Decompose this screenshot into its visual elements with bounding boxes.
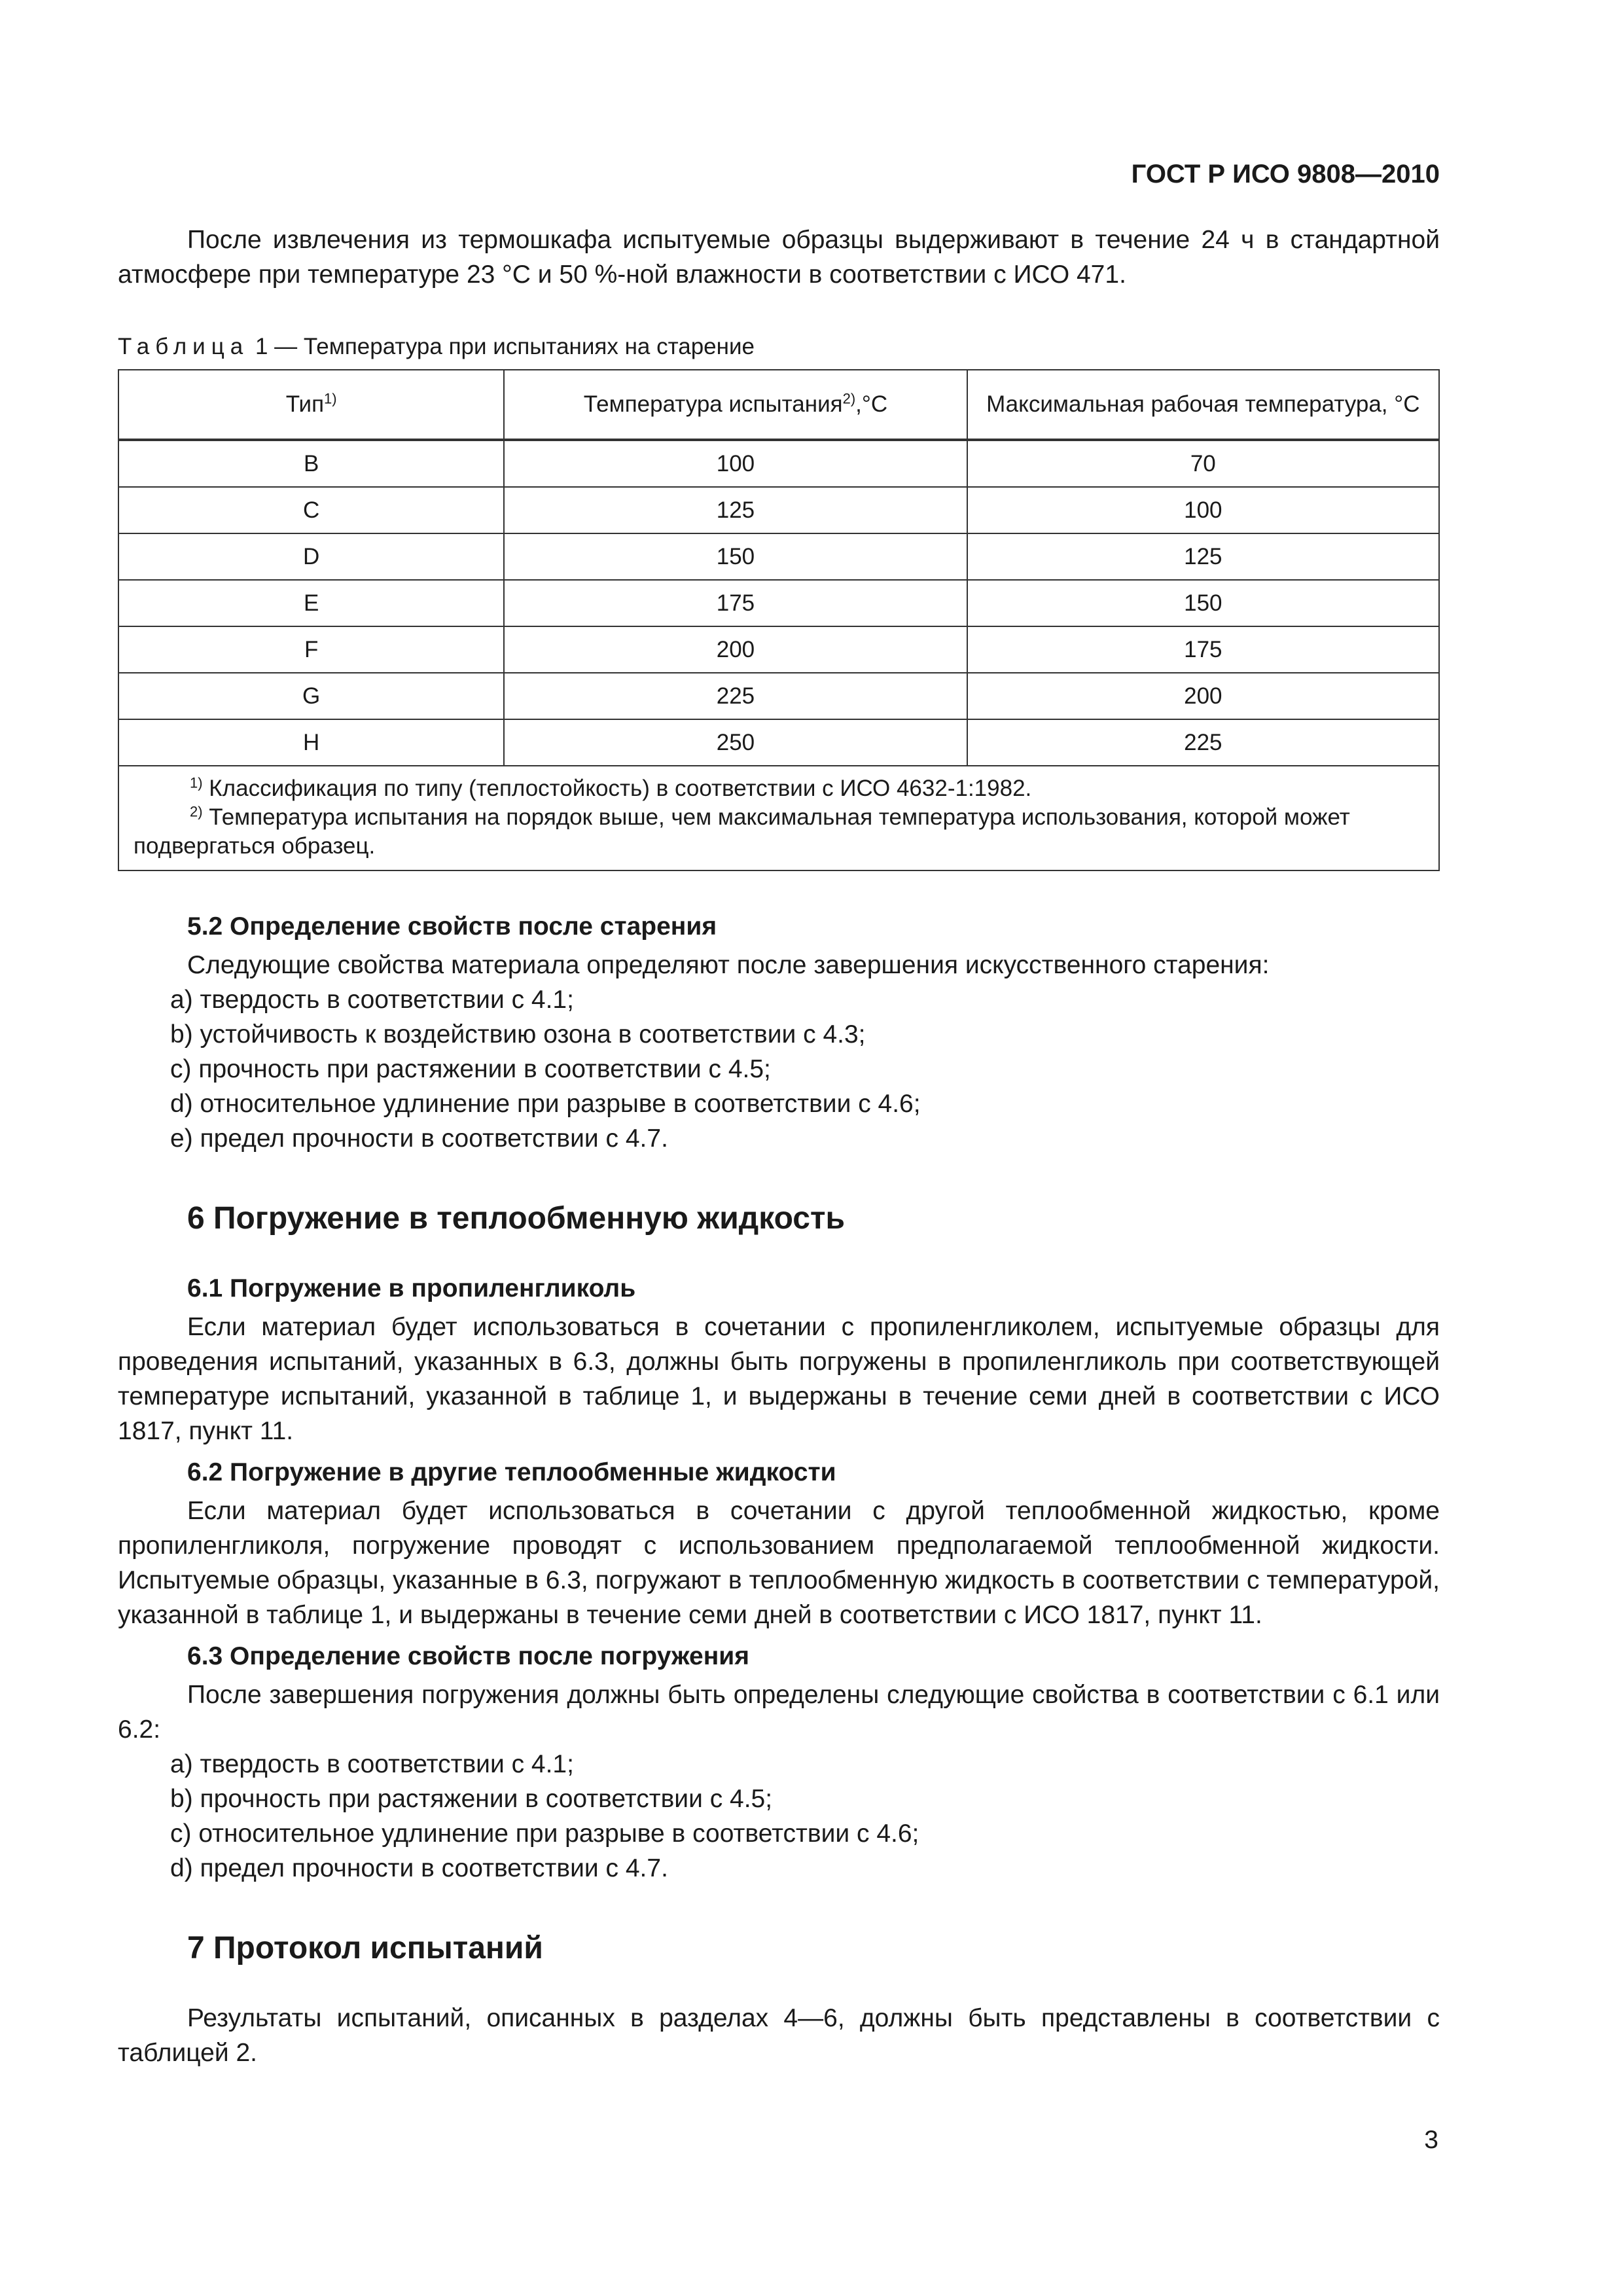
header-max-temperature: Максимальная рабочая температура, °С [967,370,1439,440]
cell-max-temp: 125 [967,533,1439,580]
table-row [118,487,1439,533]
table-caption-prefix: Таблица [118,334,249,359]
footnote-ref: 2) [842,390,856,407]
section-6-3-lead: После завершения погружения должны быть определены следующие свойства в соответствии с 6.1 или 6.2: [118,1681,1440,1744]
cell-test-temp: 175 [504,580,967,626]
header-type: Тип$^{1)}$ [118,370,504,440]
list-item: a) твердость в соответствии с 4.1; [170,986,574,1014]
section-6-3-title: 6.3 Определение свойств после погружения [187,1642,750,1670]
cell-max-temp: 70 [967,440,1439,487]
section-6-3-list [118,1747,1440,1886]
table-caption-title: 1 — Температура при испытаниях на старение [249,334,755,359]
table-row [118,580,1439,626]
list-item: a) твердость в соответствии с 4.1; [170,1750,574,1778]
cell-max-temp: 225 [967,719,1439,766]
list-item: b) прочность при растяжении в соответствии с 4.5; [170,1785,773,1813]
section-7-title: 7 Протокол испытаний [187,1931,543,1965]
cell-type: E [118,580,504,626]
footnote-2: $^{2)}$ Температура испытания на порядок выше, чем максимальная температура использования, которой может подвергаться образец. [134,803,1350,859]
intro-paragraph: После извлечения из термошкафа испытуемые образцы выдерживают в течение 24 ч в стандартной атмосфере при температуре 23 °С и 50 %-ной влажности в соответствии с ИСО 471. [118,226,1440,289]
page-number: 3 [1424,2126,1438,2154]
list-item: b) устойчивость к воздействию озона в соответствии с 4.3; [170,1020,866,1049]
cell-test-temp: 200 [504,626,967,673]
footnote-1: $^{1)}$ Классификация по типу (теплостойкость) в соответствии с ИСО 4632-1:1982. [190,774,1032,801]
cell-type: G [118,673,504,719]
table-caption [118,334,1440,360]
table-row [118,626,1439,673]
table-row [118,533,1439,580]
section-6-2-text: Если материал будет использоваться в сочетании с другой теплообменной жидкостью, кроме пропиленгликоля, погружение проводят с использованием предполагаемой теплообменной жидкости. Испытуемые образцы, указанные в 6.3, погружают в теплообменную жидкость в соответствии с температурой, указанной в таблице 1, и выдержаны в течение семи дней в соответствии с ИСО 1817, пункт 11. [118,1497,1440,1629]
section-5-2-title: 5.2 Определение свойств после старения [187,912,717,941]
footnote-ref: 1) [324,390,337,407]
cell-type: H [118,719,504,766]
cell-test-temp: 125 [504,487,967,533]
document-id: ГОСТ Р ИСО 9808—2010 [1131,160,1440,188]
section-5-2-list [118,982,1440,1156]
cell-type: C [118,487,504,533]
cell-test-temp: 100 [504,440,967,487]
table-footnotes-row [118,766,1439,870]
list-item: d) предел прочности в соответствии с 4.7. [170,1854,668,1882]
list-item: d) относительное удлинение при разрыве в соответствии с 4.6; [170,1090,921,1118]
cell-type: B [118,440,504,487]
cell-max-temp: 175 [967,626,1439,673]
cell-max-temp: 150 [967,580,1439,626]
section-7-text: Результаты испытаний, описанных в разделах 4—6, должны быть представлены в соответствии с таблицей 2. [118,2004,1440,2067]
cell-test-temp: 150 [504,533,967,580]
section-6-title: 6 Погружение в теплообменную жидкость [187,1201,845,1236]
cell-test-temp: 225 [504,673,967,719]
cell-max-temp: 200 [967,673,1439,719]
cell-type: F [118,626,504,673]
cell-max-temp: 100 [967,487,1439,533]
table-footnotes [118,766,1439,870]
table-row [118,719,1439,766]
table-row [118,673,1439,719]
list-item: c) прочность при растяжении в соответствии с 4.5; [170,1055,771,1083]
section-6-1-title: 6.1 Погружение в пропиленгликоль [187,1274,636,1302]
cell-type: D [118,533,504,580]
section-6-2-title: 6.2 Погружение в другие теплообменные жидкости [187,1458,836,1486]
list-item: c) относительное удлинение при разрыве в соответствии с 4.6; [170,1820,919,1848]
list-item: e) предел прочности в соответствии с 4.7. [170,1124,668,1153]
cell-test-temp: 250 [504,719,967,766]
section-6-1-text: Если материал будет использоваться в сочетании с пропиленгликолем, испытуемые образцы для проведения испытаний, указанных в 6.3, должны быть погружены в пропиленгликоль при соответствующей температуре испытаний, указанной в таблице 1, и выдержаны в течение семи дней в соответствии с ИСО 1817, пункт 11. [118,1313,1440,1445]
header-test-temperature: Температура испытания$^{2)}$,°С [504,370,967,440]
table-header-row [118,370,1439,440]
table-row [118,440,1439,487]
temperature-table [118,369,1440,871]
section-5-2-lead: Следующие свойства материала определяют после завершения искусственного старения: [187,951,1270,979]
page-content [118,223,1440,2070]
